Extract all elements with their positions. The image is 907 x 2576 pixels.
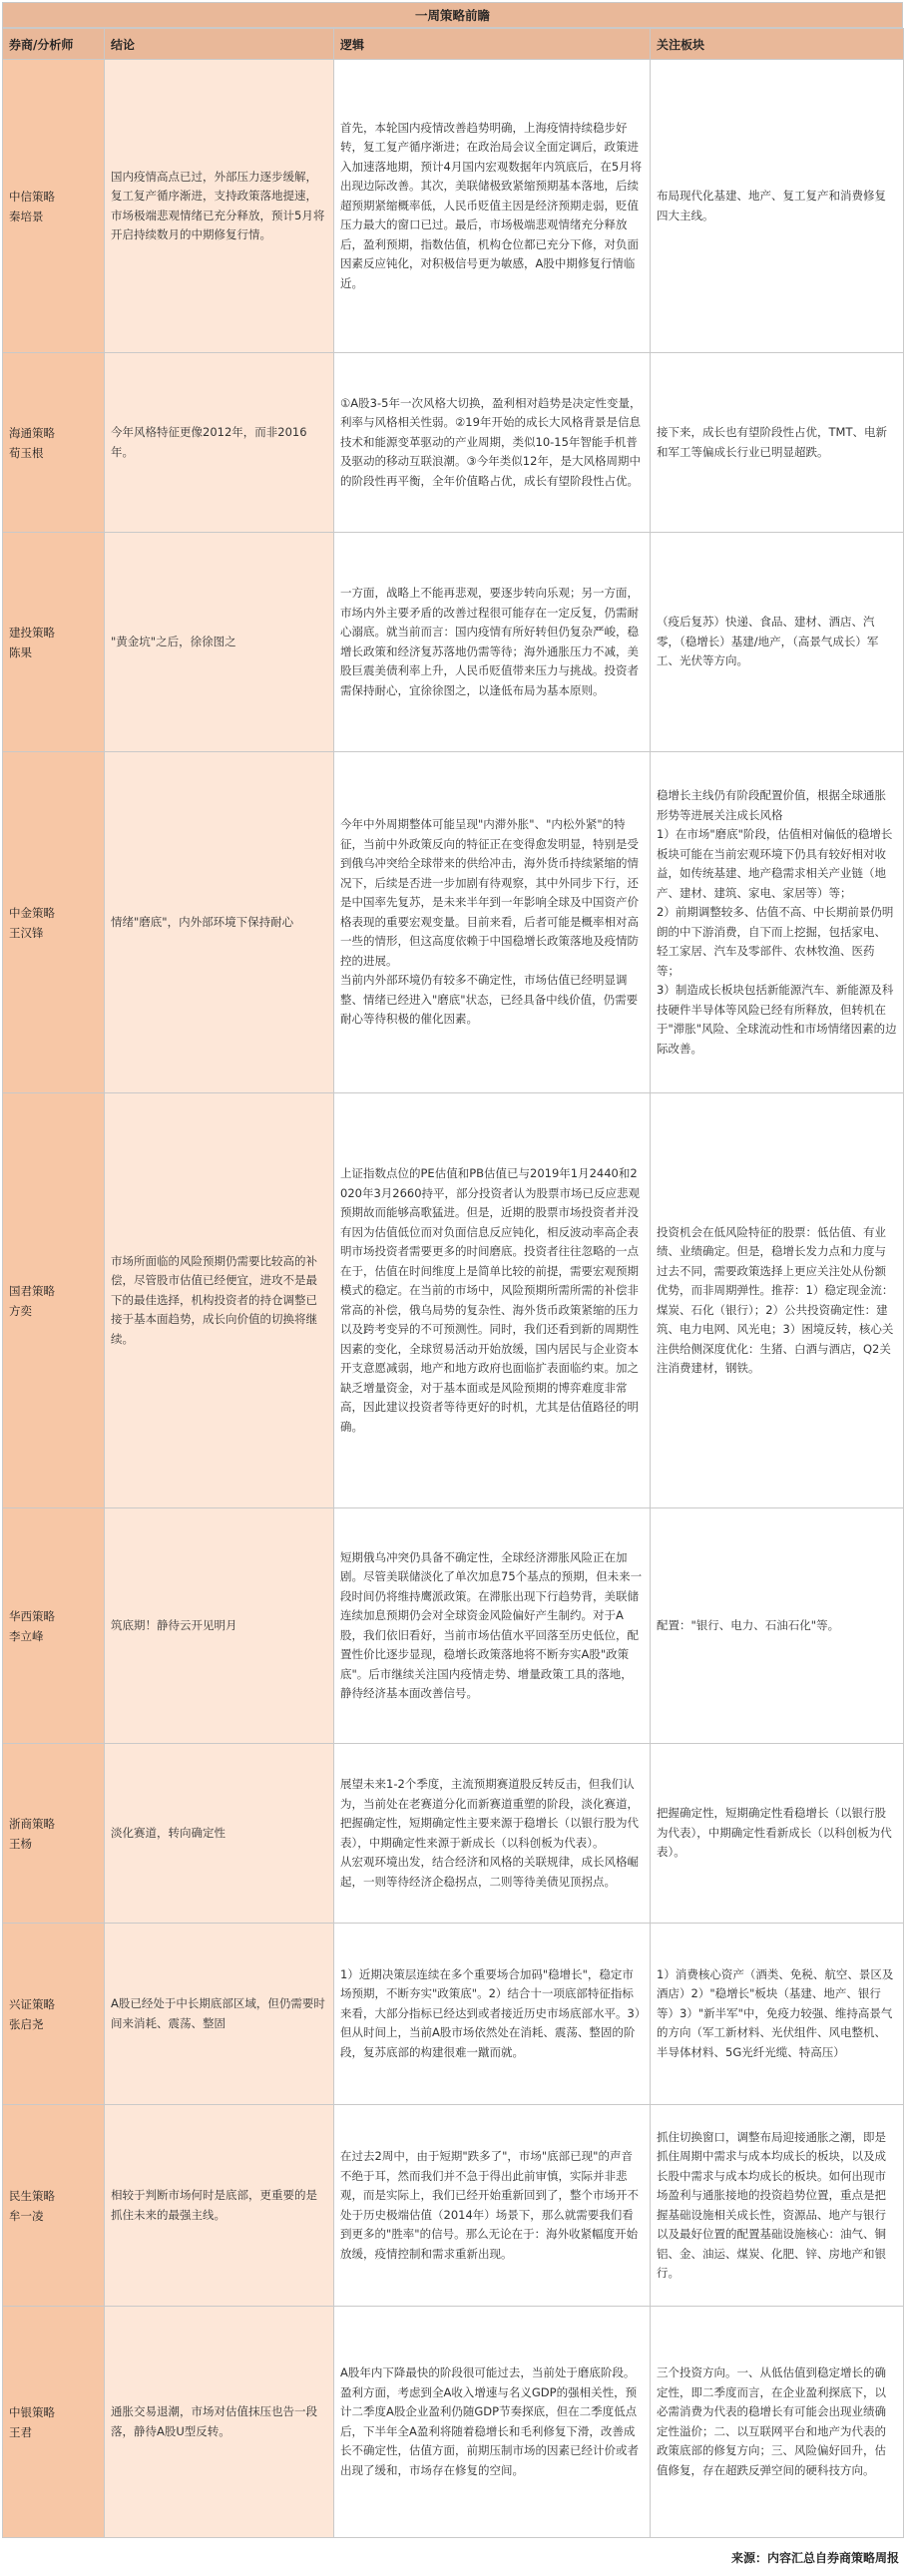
conclusion-cell: "黄金坑"之后，徐徐图之 <box>105 533 334 752</box>
broker-cell: 海通策略 荀玉根 <box>3 353 105 533</box>
table-row <box>3 1093 904 1508</box>
logic-cell: ①A股3-5年一次风格大切换，盈利相对趋势是决定性变量，利率与风格相关性弱。②19年开始的成长大风格背景是信息技术和能源变革驱动的产业周期，类似10-15年智能手机普及驱动的移动互联浪潮。③今年类似12年，是大风格周期中的阶段性再平衡，全年价值略占优，成长有望阶段性占优。 <box>334 353 651 533</box>
logic-cell: 短期俄乌冲突仍具备不确定性，全球经济滞胀风险正在加剧。尽管美联储淡化了单次加息75个基点的预期，但未来一段时间仍将维持鹰派政策。在滞胀出现下行趋势背，美联储连续加息预期仍会对全球资金风险偏好产生制约。对于A股，我们依旧看好，当前市场估值水平回落至历史低位，配置性价比逐步显现，稳增长政策落地将不断夯实A股"政策底"。后市继续关注国内疫情走势、增量政策工具的落地，静待经济基本面改善信号。 <box>334 1508 651 1744</box>
header-sector: 关注板块 <box>651 29 904 60</box>
table-row <box>3 1508 904 1744</box>
sector-cell: 投资机会在低风险特征的股票：低估值、有业绩、业绩确定。但是，稳增长发力点和力度与过去不同，需要政策选择上更应关注处从份额优势，而非周期弹性。推荐：1）稳定现金流：煤炭、石化（银行）；2）公共投资确定性：建筑、电力电网、风光电；3）困境反转，核心关注供给侧深度优化：生猪、白酒与酒店，Q2关注消费建材，钢铁。 <box>651 1093 904 1508</box>
logic-cell: 上证指数点位的PE估值和PB估值已与2019年1月2440和2020年3月2660持平，部分投资者认为股票市场已反应悲观预期故而能够高歌猛进。但是，近期的股票市场投资者并没有因为估值低位而对负面信息反应钝化，相反波动率高企表明市场投资者需要更多的时间磨底。投资者往往忽略的一点在于，估值在时间维度上是简单比较的前提，需要宏观预期模式的稳定。在当前的市场中，风险预期所需所需的补偿非常高的补偿，俄乌局势的复杂性、海外货币政策紧缩的压力以及跨考变异的不可预测性。同时，我们还看到新的周期性因素的变化，全球贸易活动开始放缓，国内居民与企业资本开支意愿减弱，地产和地方政府也面临扩表面临约束。加之缺乏增量资金，对于基本面或是风险预期的博弈难度非常高，因此建议投资者等待更好的时机，尤其是估值路径的明确。 <box>334 1093 651 1508</box>
logic-cell: 1）近期决策层连续在多个重要场合加码"稳增长"，稳定市场预期，不断夯实"政策底"。2）结合十一项底部特征指标来看，大部分指标已经达到或者接近历史市场底部水平。3）但从时间上，当前A股市场依然处在消耗、震荡、整固的阶段，复苏底部的构建很难一蹴而就。 <box>334 1924 651 2105</box>
table-row <box>3 1744 904 1924</box>
table-row <box>3 2105 904 2307</box>
sector-cell: 把握确定性，短期确定性看稳增长（以银行股为代表），中期确定性看新成长（以科创板为代表）。 <box>651 1744 904 1924</box>
broker-cell: 浙商策略 王杨 <box>3 1744 105 1924</box>
broker-cell: 华西策略 李立峰 <box>3 1508 105 1744</box>
logic-cell: 在过去2周中，由于短期"跌多了"，市场"底部已现"的声音不绝于耳，然而我们并不急于得出此前审慎，实际并非悲观，而是实际上，我们已经开始重新回到了，整个市场开不处于历史极端估值（2014年）场景下，那么就需要我们看到更多的"胜率"的信号。那么无论在于：海外收紧幅度开始放缓，疫情控制和需求重新出现。 <box>334 2105 651 2307</box>
conclusion-cell: A股已经处于中长期底部区域，但仍需要时间来消耗、震荡、整固 <box>105 1924 334 2105</box>
broker-cell: 中银策略 王君 <box>3 2307 105 2538</box>
sector-cell: 布局现代化基建、地产、复工复产和消费修复四大主线。 <box>651 60 904 353</box>
broker-cell: 中信策略 秦培景 <box>3 60 105 353</box>
header-logic: 逻辑 <box>334 29 651 60</box>
conclusion-cell: 国内疫情高点已过，外部压力逐步缓解，复工复产循序渐进，支持政策落地提速，市场极端悲观情绪已充分释放，预计5月将开启持续数月的中期修复行情。 <box>105 60 334 353</box>
conclusion-cell: 市场所面临的风险预期仍需要比较高的补偿，尽管股市估值已经便宜，进攻不是最下的最佳选择，机构投资者的持仓调整已接于基本面趋势，成长向价值的切换将继续。 <box>105 1093 334 1508</box>
logic-cell: A股年内下降最快的阶段很可能过去，当前处于磨底阶段。盈利方面，考虑到全A收入增速与名义GDP的强相关性，预计二季度A股企业盈利仍随GDP节奏探底，但在二季度低点后，下半年全A盈利将随着稳增长和毛利修复下滑，改善成长不确定性，估值方面，前期压制市场的因素已经计价或者出现了缓和，市场存在修复的空间。 <box>334 2307 651 2538</box>
source-note: 来源：内容汇总自券商策略周报 <box>730 2551 899 2565</box>
sector-cell: 配置："银行、电力、石油石化"等。 <box>651 1508 904 1744</box>
table-row <box>3 353 904 533</box>
conclusion-cell: 情绪"磨底"，内外部环境下保持耐心 <box>105 752 334 1093</box>
logic-cell: 首先，本轮国内疫情改善趋势明确，上海疫情持续稳步好转，复工复产循序渐进；在政治局会议全面定调后，政策进入加速落地期，预计4月国内宏观数据年内筑底后，在5月将出现边际改善。其次，美联储极致紧缩预期基本落地，后续超预期紧缩概率低，人民币贬值主因是经济预期走弱，贬值压力最大的窗口已过。最后，市场极端悲观情绪充分释放后，盈利预期，指数估值，机构仓位都已充分下修，对负面因素反应钝化，对积极信号更为敏感，A股中期修复行情临近。 <box>334 60 651 353</box>
conclusion-cell: 今年风格特征更像2012年，而非2016年。 <box>105 353 334 533</box>
broker-cell: 建投策略 陈果 <box>3 533 105 752</box>
table-row <box>3 533 904 752</box>
broker-cell: 中金策略 王汉锋 <box>3 752 105 1093</box>
strategy-table <box>2 28 904 2538</box>
sector-cell: 三个投资方向。一、从低估值到稳定增长的确定性，即二季度而言，在企业盈利探底下，以必需消费为代表的稳增长有可能会出现业绩确定性溢价；二、以互联网平台和地产为代表的政策底部的修复方向；三、风险偏好回升，估值修复，存在超跌反弹空间的硬科技方向。 <box>651 2307 904 2538</box>
header-conclusion: 结论 <box>105 29 334 60</box>
logic-cell: 展望未来1-2个季度，主流预期赛道股反转反击，但我们认为，当前处在老赛道分化而新赛道重塑的阶段，淡化赛道，把握确定性，短期确定性主要来源于稳增长（以银行股为代表），中期确定性来源于新成长（以科创板为代表）。 从宏观环境出发，结合经济和风格的关联规律，成长风格崛起，一则等待经济企稳拐点，二则等待美债见顶拐点。 <box>334 1744 651 1924</box>
broker-cell: 民生策略 牟一凌 <box>3 2105 105 2307</box>
logic-cell: 今年中外周期整体可能呈现"内滞外胀"、"内松外紧"的特征，当前中外政策反向的特征正在变得愈发明显，特别是受到俄乌冲突给全球带来的供给冲击，海外货币持续紧缩的情况下，后续是否进一步加剧有待观察，其中外同步下行，还是中国率先复苏，是未来半年到一年影响全球及中国资产价格表现的重要宏观变量。目前来看，后者可能是概率相对高一些的情形，但这高度依赖于中国稳增长政策落地及疫情防控的进展。 当前内外部环境仍有较多不确定性，市场估值已经明显调整、情绪已经进入"磨底"状态，已经具备中线价值，仍需要耐心等待积极的催化因素。 <box>334 752 651 1093</box>
sector-cell: 接下来，成长也有望阶段性占优，TMT、电新和军工等偏成长行业已明显超跌。 <box>651 353 904 533</box>
sector-cell: 1）消费核心资产（酒类、免税、航空、景区及酒店）2）"稳增长"板块（基建、地产、银行等）3）"新半军"中，免疫力较强、维持高景气的方向（军工新材料、光伏组件、风电整机、半导体材料、5G光纤光缆、特高压） <box>651 1924 904 2105</box>
table-row <box>3 752 904 1093</box>
sector-cell: （疫后复苏）快递、食品、建材、酒店、汽零，（稳增长）基建/地产，（高景气成长）军工、光伏等方向。 <box>651 533 904 752</box>
conclusion-cell: 通胀交易退潮，市场对估值抹压也告一段落，静待A股U型反转。 <box>105 2307 334 2538</box>
conclusion-cell: 筑底期！静待云开见明月 <box>105 1508 334 1744</box>
table-row <box>3 60 904 353</box>
conclusion-cell: 相较于判断市场何时是底部，更重要的是抓住未来的最强主线。 <box>105 2105 334 2307</box>
table-row <box>3 2307 904 2538</box>
logic-cell: 一方面，战略上不能再悲观，要逐步转向乐观；另一方面，市场内外主要矛盾的改善过程很可能存在一定反复，仍需耐心溺底。就当前而言：国内疫情有所好转但仍复杂严峻，稳增长政策和经济复苏落地仍需等待；海外通胀压力不减，美股巨震美债利率上升，人民币贬值带来压力与挑战。投资者需保持耐心，宜徐徐图之，以逢低布局为基本原则。 <box>334 533 651 752</box>
header-broker: 券商/分析师 <box>3 29 105 60</box>
broker-cell: 兴证策略 张启尧 <box>3 1924 105 2105</box>
sector-cell: 稳增长主线仍有阶段配置价值，根据全球通胀形势等进展关注成长风格 1）在市场"磨底"阶段，估值相对偏低的稳增长板块可能在当前宏观环境下仍具有较好相对收益，如传统基建、地产稳需求相关产业链（地产、建材、建筑、家电、家居等）等； 2）前期调整较多、估值不高、中长期前景仍明朗的中下游消费，自下而上挖掘，包括家电、轻工家居、汽车及零部件、农林牧渔、医药等； 3）制造成长板块包括新能源汽车、新能源及科技硬件半导体等风险已经有所释放，但转机在于"滞胀"风险、全球流动性和市场情绪因素的边际改善。 <box>651 752 904 1093</box>
page-title: 一周策略前瞻 <box>2 2 903 28</box>
conclusion-cell: 淡化赛道，转向确定性 <box>105 1744 334 1924</box>
table-header-row <box>3 29 904 60</box>
sector-cell: 抓住切换窗口，调整布局迎接通胀之潮，即是抓住周期中需求与成本均成长的板块，以及成长股中需求与成本均成长的板块。如何出现市场盈利与通胀接地的投资趋势位置，重点是把握基础设施相关成长性，资源品、地产与银行以及最好位置的配置基础设施核心：油气、铜铝、金、油运、煤炭、化肥、锌、房地产和银行。 <box>651 2105 904 2307</box>
table-row <box>3 1924 904 2105</box>
broker-cell: 国君策略 方奕 <box>3 1093 105 1508</box>
